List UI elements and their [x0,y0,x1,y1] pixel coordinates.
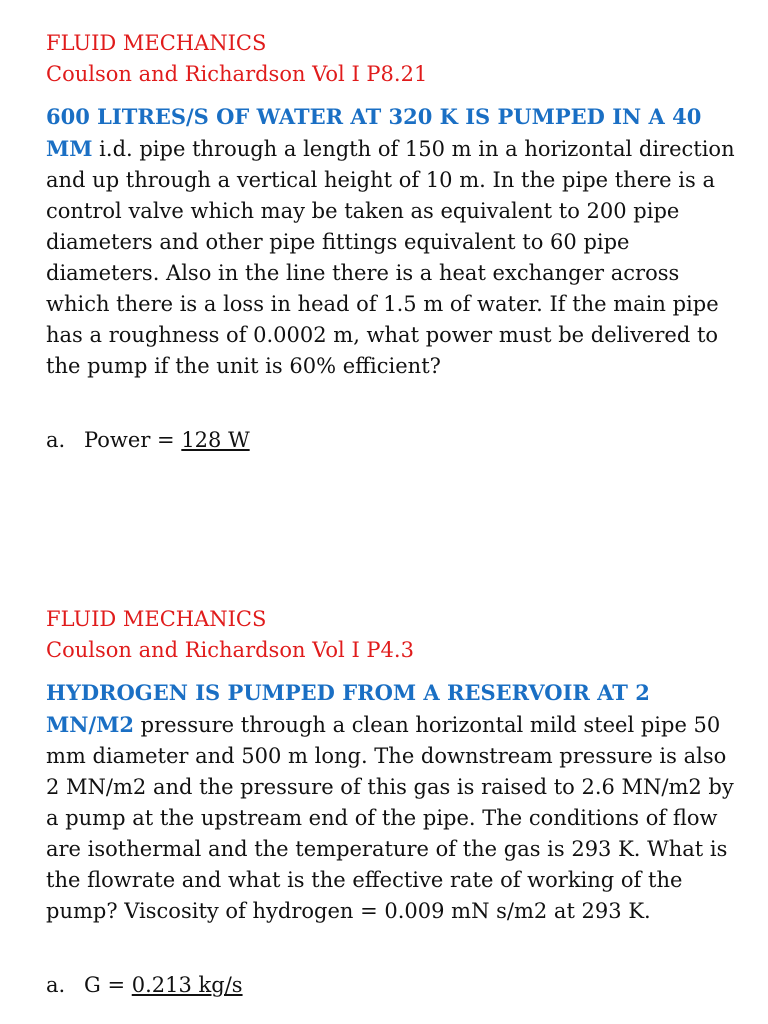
problem-statement [46,677,736,927]
problem-body: i.d. pipe through a length of 150 m in a horizontal direction and up through a vertical height of 10 m. In the pipe there is a control valve which may be taken as equivalent to 200 pipe diameters and other pipe fittings equivalent to 60 pipe diameters. Also in the line there is a heat exchanger across which there is a loss in head of 1.5 m of water. If the main pipe has a roughness of 0.0002 m, what power must be delivered to the pump if the unit is 60% efficient? [46,137,735,378]
problem-block [46,604,736,1001]
problem-lead: HYDROGEN IS PUMPED FROM A RESERVOIR AT 2 MN/M2 [46,680,650,737]
answer-line [46,970,736,1001]
answer-marker: a. [46,428,66,452]
answer-value: 128 W [181,428,250,452]
reference-heading: Coulson and Richardson Vol I P8.21 [46,62,428,86]
answer-label: Power = [84,428,182,452]
answer-marker: a. [46,973,66,997]
answer-line [46,425,736,456]
problem-block [46,28,736,456]
reference-heading: Coulson and Richardson Vol I P4.3 [46,638,414,662]
answer-value: 0.213 kg/s [131,973,243,997]
subject-heading: FLUID MECHANICS [46,31,267,55]
problem-lead: 600 LITRES/S OF WATER AT 320 K IS PUMPED IN A 40 MM [46,104,702,161]
problem-statement [46,101,736,382]
problem-body: pressure through a clean horizontal mild steel pipe 50 mm diameter and 500 m long. The downstream pressure is also 2 MN/m2 and the pressure of this gas is raised to 2.6 MN/m2 by a pump at the upstream end of the pipe. The conditions of flow are isothermal and the temperature of the gas is 293 K. What is the flowrate and what is the effective rate of working of the pump? Viscosity of hydrogen = 0.009 mN s/m2 at 293 K. [46,713,734,923]
answer-label: G = [84,973,132,997]
subject-heading: FLUID MECHANICS [46,607,267,631]
